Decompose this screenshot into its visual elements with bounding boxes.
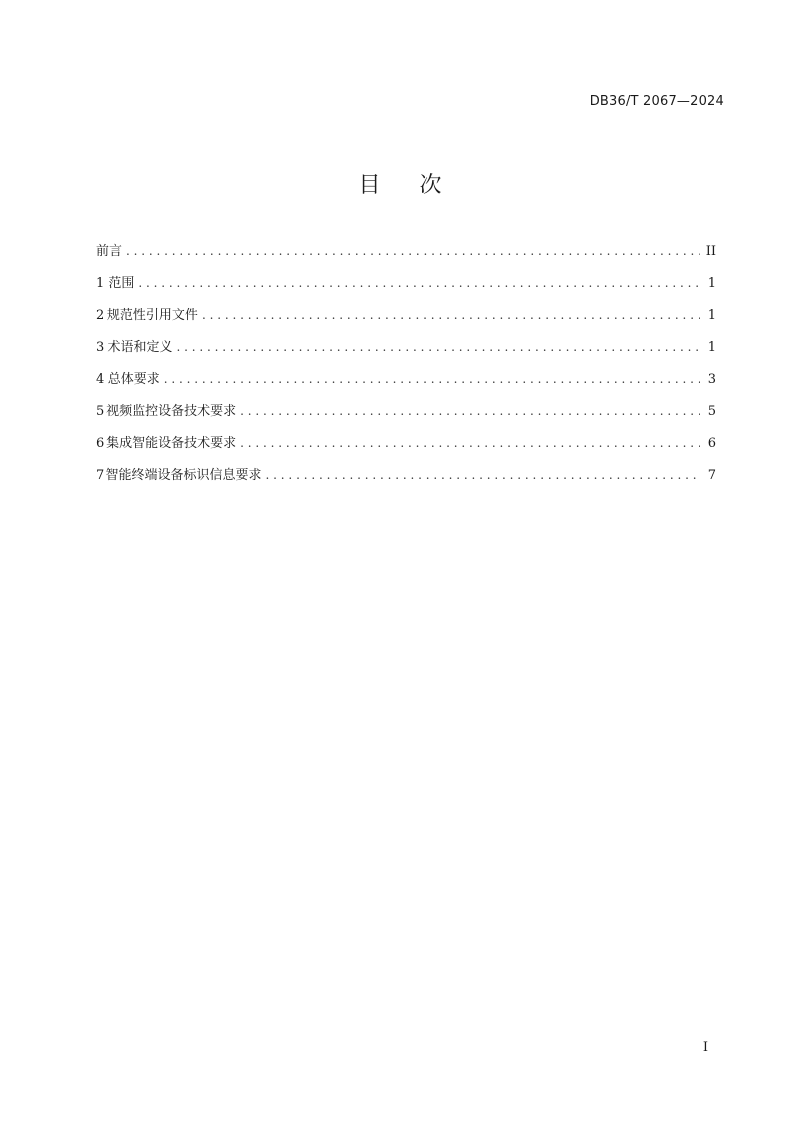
toc-entry-page: 5 (707, 404, 716, 419)
toc-entry-general-requirements[interactable] (96, 368, 716, 400)
toc-entry-label: 术语和定义 (107, 340, 173, 355)
table-of-contents (96, 240, 716, 496)
toc-entry-page: 1 (707, 340, 716, 355)
toc-entry-number: 6 (96, 436, 105, 451)
toc-leader-dots (240, 404, 700, 418)
toc-entry-video-surveillance[interactable] (96, 400, 716, 432)
toc-entry-foreword[interactable] (96, 240, 716, 272)
toc-entry-label: 集成智能设备技术要求 (106, 436, 237, 451)
toc-entry-label: 前言 (96, 244, 123, 259)
toc-entry-terminal-identification[interactable] (96, 464, 716, 496)
toc-title: 目 次 (358, 173, 458, 198)
toc-leader-dots (177, 340, 701, 354)
toc-entry-normative-references[interactable] (96, 304, 716, 336)
toc-entry-page: 1 (707, 308, 716, 323)
toc-leader-dots (266, 468, 700, 482)
toc-entry-number: 4 (96, 372, 105, 387)
toc-leader-dots (138, 276, 700, 290)
toc-entry-scope[interactable] (96, 272, 716, 304)
toc-leader-dots (202, 308, 700, 322)
toc-entry-label: 总体要求 (107, 372, 160, 387)
document-code: DB36/T 2067—2024 (589, 94, 724, 109)
toc-entry-label: 范围 (108, 276, 135, 291)
toc-entry-page: 1 (707, 276, 716, 291)
toc-entry-page: 3 (707, 372, 716, 387)
toc-leader-dots (126, 244, 700, 258)
toc-entry-page: II (705, 244, 716, 259)
toc-entry-terms-definitions[interactable] (96, 336, 716, 368)
toc-entry-page: 7 (707, 468, 716, 483)
toc-entry-page: 6 (707, 436, 716, 451)
toc-entry-integrated-smart-devices[interactable] (96, 432, 716, 464)
toc-leader-dots (240, 436, 700, 450)
toc-entry-number: 3 (96, 340, 105, 355)
toc-entry-label: 规范性引用文件 (106, 308, 198, 323)
toc-entry-number: 2 (96, 308, 105, 323)
toc-leader-dots (164, 372, 700, 386)
toc-entry-label: 智能终端设备标识信息要求 (105, 468, 262, 483)
toc-entry-number: 7 (96, 468, 105, 483)
toc-entry-label: 视频监控设备技术要求 (106, 404, 237, 419)
toc-entry-number: 5 (96, 404, 105, 419)
toc-entry-number: 1 (96, 276, 105, 291)
page-number: I (702, 1040, 708, 1055)
